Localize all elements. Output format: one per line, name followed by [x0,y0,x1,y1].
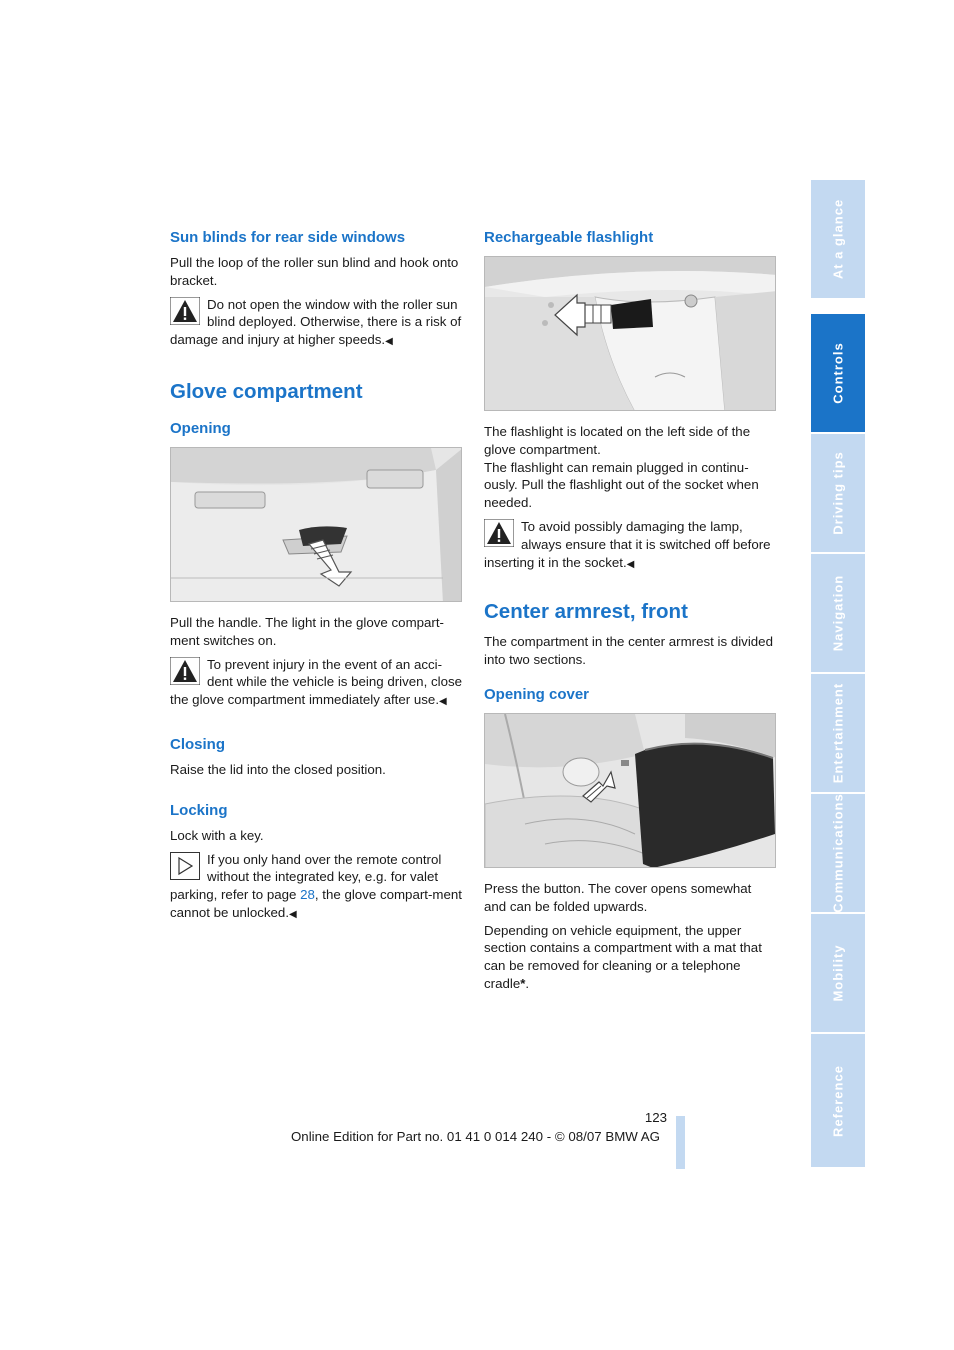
opening-warning-text: To prevent injury in the event of an acci-dent while the vehicle is being driven, close the glove compartment immediately after use. [170,656,463,708]
warning-icon [170,657,200,685]
armrest-illustration [485,714,776,868]
glove-heading: Glove compartment [170,379,363,403]
glove-compartment-figure [170,447,462,602]
tab-driving-tips[interactable] [811,434,865,552]
flashlight-text-2: The flashlight can remain plugged in continu-ously. Pull the flashlight out of the socket when needed. [484,459,759,511]
note-arrow-icon [170,852,200,880]
tab-label: Communications [830,793,846,913]
cover-heading: Opening cover [484,685,590,703]
tab-mobility[interactable] [811,914,865,1032]
tab-reference[interactable] [811,1034,865,1167]
flashlight-warning-text: To avoid possibly damaging the lamp, always ensure that it is switched off before inserting it in the socket. [484,518,771,570]
tab-label: Mobility [830,944,846,1002]
glove-compartment-illustration [171,448,462,602]
sunblinds-warning-text: Do not open the window with the roller sun blind deployed. Otherwise, there is a risk of damage and injury at higher speeds. [170,296,462,348]
equipment-star: * [520,975,526,991]
armrest-text: The compartment in the center armrest is divided into two sections. [484,634,773,668]
tab-label: Entertainment [830,682,846,784]
warning-icon [484,519,514,547]
armrest-heading: Center armrest, front [484,600,688,624]
end-mark: ◀ [289,908,297,920]
locking-note-text-end: , the glove compart-ment cannot be unlocked. [170,887,462,920]
tab-label: Reference [830,1064,846,1137]
warning-icon [170,297,200,325]
locking-text: Lock with a key. [170,827,264,843]
tab-label: Driving tips [830,451,846,535]
cover-text-2 [484,922,776,993]
tab-label: Navigation [830,574,846,652]
flashlight-heading: Rechargeable flashlight [484,229,654,246]
closing-heading: Closing [170,735,225,753]
sunblinds-warning [170,296,462,351]
cover-text-1: Press the button. The cover opens somewhat and can be folded upwards. [484,880,752,914]
page-marker-bar [676,1116,685,1169]
section-tabs [811,180,865,1167]
page-link-28[interactable]: 28 [300,887,315,903]
flashlight-warning [484,518,776,573]
tab-navigation[interactable] [811,554,865,672]
locking-note-text: If you only hand over the remote control without the integrated key, e.g. for valet parking, refer to page [170,851,442,903]
end-mark: ◀ [626,558,635,570]
tab-communications[interactable] [811,794,865,912]
tab-controls[interactable] [811,314,865,432]
left-column [170,228,462,930]
opening-warning [170,656,462,711]
page-number: 123 [644,1110,667,1125]
cover-text-2-end: . [525,975,530,991]
right-column [484,228,776,999]
tab-label: At a glance [830,198,846,280]
tab-label: Controls [830,342,846,404]
flashlight-figure [484,256,776,411]
opening-text: Pull the handle. The light in the glove compart-ment switches on. [170,614,444,648]
locking-heading: Locking [170,801,228,819]
flashlight-illustration [485,257,776,411]
armrest-figure [484,713,776,868]
locking-note [170,851,462,924]
cover-text-2-body: Depending on vehicle equipment, the upper section contains a compartment with a mat that can be removed for cleaning or a telephone cradle [484,922,762,991]
end-mark: ◀ [439,696,447,708]
end-mark: ◀ [385,336,393,348]
closing-text: Raise the lid into the closed position. [170,761,386,777]
tab-entertainment[interactable] [811,674,865,792]
sunblinds-heading: Sun blinds for rear side windows [170,229,406,246]
opening-heading: Opening [170,419,231,437]
sunblinds-text: Pull the loop of the roller sun blind and hook onto bracket. [170,255,459,288]
tab-at-a-glance[interactable] [811,180,865,298]
footer-edition: Online Edition for Part no. 01 41 0 014 240 - © 08/07 BMW AG [290,1129,660,1144]
flashlight-text-1: The flashlight is located on the left side of the glove compartment. [484,424,751,457]
